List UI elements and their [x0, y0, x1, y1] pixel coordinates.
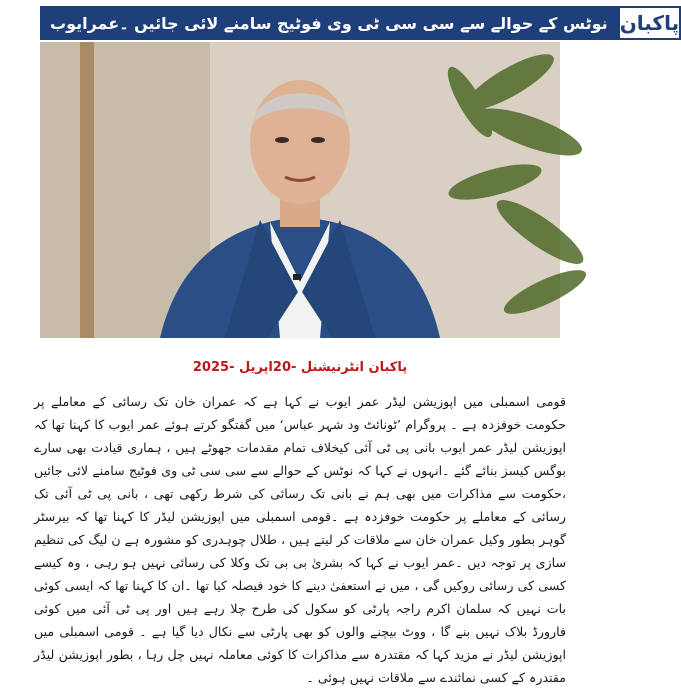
portrait-photo-illustration: [40, 42, 560, 338]
dateline: پاکبان انٹرنیشنل -20اپریل -2025: [192, 360, 408, 375]
portrait-photo: [40, 42, 560, 338]
news-header: [40, 6, 680, 40]
article-body: قومی اسمبلی میں اپوزیشن لیڈر عمر ایوب نے کہا ہے کہ عمران خان تک رسائی کے معاملے پر حکومت خوفزدہ ہے ۔ پروگرام ’ٹونائٹ ود شہر عباس‘ میں گفتگو کرتے ہوئے عمر ایوب کا کہنا تھا کہ اپوزیشن لیڈر عمر ایوب بانی پی ٹی آئی کیخلاف تمام مقدمات جھوٹے ہیں ، ہماری قیادت بھی سارے بوگس کیسز بنائے گئے ۔انہوں نے کہا کہ نوٹس کے حوالے سے سی سی ٹی وی فوٹیج سامنے لائی جائیں ،حکومت سے مذاکرات میں بھی ہم نے بانی تک رسائی کی شرط رکھی تھی ، بانی پی ٹی آئی تک رسائی کے معاملے پر حکومت خوفزدہ ہے ۔قومی اسمبلی میں اپوزیشن لیڈر کا کہنا تھا کہ بیرسٹر گوہر بطور وکیل عمران خان سے ملاقات کر لیتے ہیں ، طلال چوہدری کو مشورہ ہے ن لیگ کی تنظیم سازی پر توجہ دیں ۔عمر ایوب نے کہا کہ بشریٰ بی بی تک وکلا کی رسائی نہیں ہو رہی ، وہ کیسے کسی کی رسائی روکیں گی ، میں نے استعفیٰ دینے کا خود فیصلہ کیا تھا ۔ان کا کہنا تھا کہ ایسی کوئی بات نہیں کہ سلمان اکرم راجہ پارٹی کو سکول کی طرح چلا رہے ہیں اور پی ٹی آئی میں کوئی فارورڈ بلاک نہیں بنے گا ، ووٹ بیچنے والوں کو بھی پارٹی سے نکال دیا گیا ہے ۔ قومی اسمبلی میں اپوزیشن لیڈر نے مزید کہا کہ مقتدرہ سے مذاکرات کا کوئی معاملہ نہیں چل رہا ، بطور اپوزیشن لیڈر مقتدرہ کے کسی نمائندے سے ملاقات نہیں ہوئی ۔: [34, 394, 566, 685]
logo-text: پاکبان: [619, 11, 680, 35]
headline-banner: [40, 6, 618, 40]
pakban-logo: [618, 6, 681, 40]
headline-text: نوٹس کے حوالے سے سی سی ٹی وی فوٹیج سامنے لائی جائیں ۔عمرایوب: [50, 13, 608, 33]
